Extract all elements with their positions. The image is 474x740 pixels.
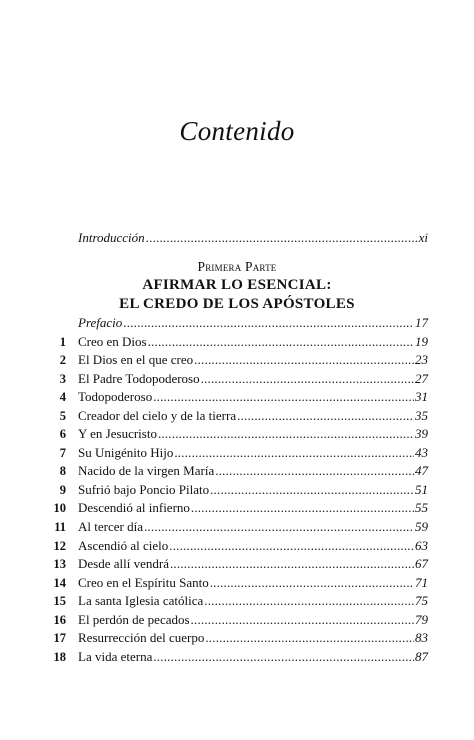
leader-dots (169, 537, 414, 556)
leader-dots (123, 314, 414, 333)
toc-label: El Padre Todopoderoso (78, 370, 200, 386)
chapter-number: 14 (53, 575, 66, 590)
leader-dots (205, 629, 414, 648)
chapter-number: 11 (54, 520, 66, 535)
toc-label: La vida eterna (78, 648, 153, 664)
leader-dots (191, 499, 414, 518)
toc-label: Introducción (78, 230, 145, 245)
toc-introduction (78, 229, 428, 248)
part-heading (0, 258, 474, 314)
toc-row-chapter (40, 592, 428, 611)
part-label: Primera Parte (197, 259, 277, 274)
toc-label: El Dios en el que creo (78, 352, 194, 368)
toc-row-chapter (40, 555, 428, 574)
toc-label: Al tercer día (78, 519, 143, 535)
toc-label: La santa Iglesia católica (78, 593, 204, 609)
toc-page-number: 67 (415, 556, 428, 572)
toc-label: Desde allí vendrá (78, 556, 169, 572)
chapter-number: 4 (59, 390, 66, 405)
toc-row-chapter (40, 481, 428, 500)
toc-page-number: 23 (415, 352, 428, 368)
leader-dots (144, 518, 414, 537)
chapter-number: 3 (59, 371, 66, 386)
toc-row-chapter (40, 425, 428, 444)
toc-page-number: 39 (415, 426, 428, 442)
toc-page-number: 75 (415, 593, 428, 609)
toc-row-chapter (40, 537, 428, 556)
toc-page-number: 79 (415, 611, 428, 627)
toc-label: Ascendió al cielo (78, 537, 169, 553)
toc-page-number: 43 (415, 444, 428, 460)
chapter-number: 18 (53, 649, 66, 664)
toc-label: Creo en Dios (78, 333, 147, 349)
leader-dots (237, 407, 414, 426)
toc-label: Descendió al infierno (78, 500, 190, 516)
toc-row-chapter (40, 518, 428, 537)
toc-row-chapter (40, 574, 428, 593)
toc-row-chapter (40, 499, 428, 518)
part-title-line-1: AFIRMAR LO ESENCIAL: (142, 277, 332, 293)
toc-page-number: 35 (415, 407, 428, 423)
toc-label: Nacido de la virgen María (78, 463, 215, 479)
toc-label: Y en Jesucristo (78, 426, 157, 442)
leader-dots (170, 555, 414, 574)
toc-page-number: 59 (415, 519, 428, 535)
toc-page-number: xi (418, 230, 428, 245)
chapter-number: 16 (53, 612, 66, 627)
chapter-number: 7 (59, 445, 66, 460)
toc-row-chapter (40, 648, 428, 667)
chapter-number: 10 (53, 501, 66, 516)
leader-dots (153, 648, 414, 667)
leader-dots (215, 462, 414, 481)
toc-label: El perdón de pecados (78, 611, 190, 627)
toc-row-chapter (40, 462, 428, 481)
toc-row-chapter (40, 629, 428, 648)
toc-page-number: 17 (415, 315, 428, 330)
toc-page-number: 47 (415, 463, 428, 479)
leader-dots (148, 333, 414, 352)
chapter-number: 8 (59, 464, 66, 479)
chapter-number: 2 (59, 353, 66, 368)
table-of-contents (40, 314, 428, 666)
toc-row-chapter (40, 351, 428, 370)
toc-page-number: 55 (415, 500, 428, 516)
toc-label: Todopoderoso (78, 389, 153, 405)
toc-label: Creador del cielo y de la tierra (78, 407, 237, 423)
chapter-number: 17 (53, 631, 66, 646)
toc-page-number: 71 (415, 574, 428, 590)
leader-dots (201, 370, 414, 389)
chapter-number: 15 (53, 594, 66, 609)
toc-page-number: 19 (415, 333, 428, 349)
chapter-number: 1 (59, 334, 66, 349)
leader-dots (158, 425, 414, 444)
leader-dots (191, 611, 414, 630)
chapter-number: 5 (59, 408, 66, 423)
chapter-number: 13 (53, 557, 66, 572)
toc-label: Creo en el Espíritu Santo (78, 574, 209, 590)
leader-dots (194, 351, 414, 370)
toc-row-preface (40, 314, 428, 333)
toc-row-chapter (40, 407, 428, 426)
leader-dots (204, 592, 414, 611)
toc-row-chapter (40, 444, 428, 463)
toc-label: Resurrección del cuerpo (78, 630, 205, 646)
chapter-number: 12 (53, 538, 66, 553)
part-title-line-2: EL CREDO DE LOS APÓSTOLES (119, 296, 355, 312)
leader-dots (153, 388, 414, 407)
toc-page-number: 31 (415, 389, 428, 405)
toc-row-chapter (40, 388, 428, 407)
page-title: Contenido (179, 116, 295, 146)
toc-page-number: 27 (415, 370, 428, 386)
chapter-number: 6 (59, 427, 66, 442)
toc-row-chapter (40, 333, 428, 352)
toc-row-introduction (78, 229, 428, 248)
toc-label: Sufrió bajo Poncio Pilato (78, 481, 210, 497)
toc-label: Prefacio (78, 315, 123, 330)
toc-row-chapter (40, 611, 428, 630)
leader-dots (146, 229, 418, 248)
leader-dots (174, 444, 414, 463)
toc-page-number: 83 (415, 630, 428, 646)
toc-label: Su Unigénito Hijo (78, 444, 174, 460)
toc-page-number: 63 (415, 537, 428, 553)
toc-row-chapter (40, 370, 428, 389)
toc-page-number: 87 (415, 648, 428, 664)
chapter-number: 9 (59, 482, 66, 497)
toc-page-number: 51 (415, 481, 428, 497)
leader-dots (210, 574, 414, 593)
leader-dots (210, 481, 414, 500)
